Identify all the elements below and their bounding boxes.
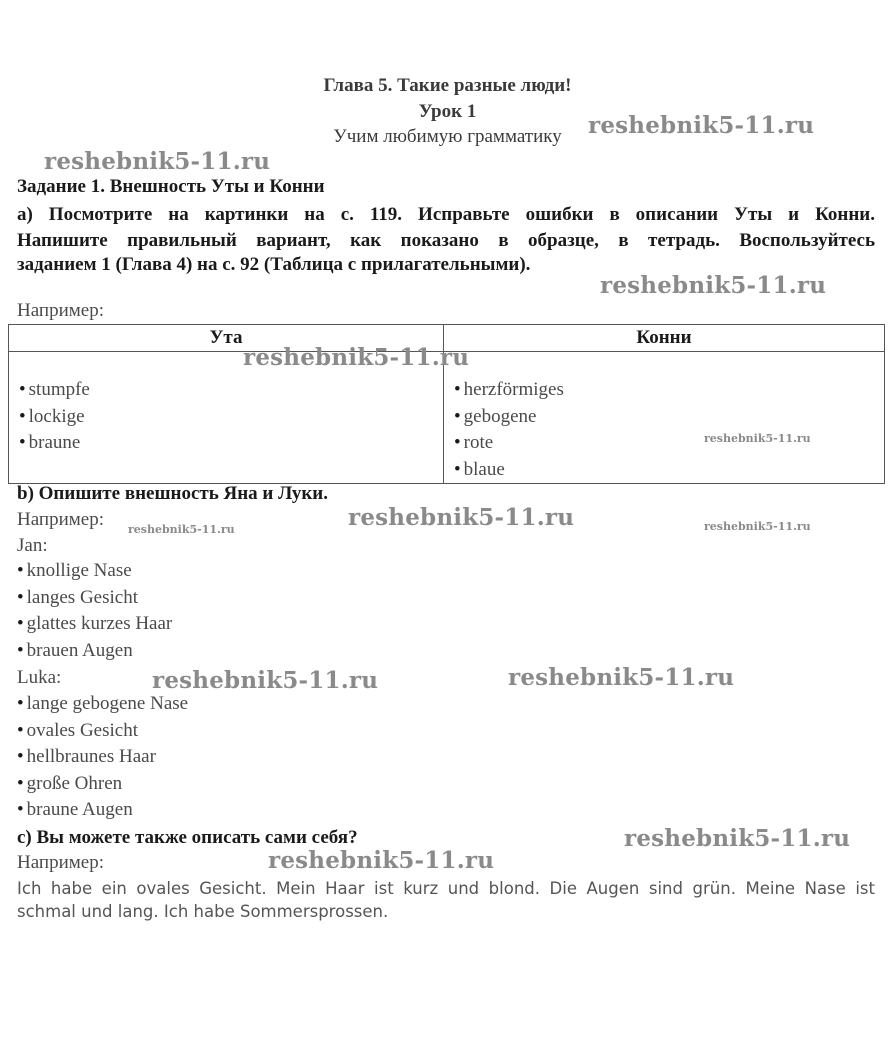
watermark: reshebnik5-11.ru (268, 847, 495, 874)
example-label-b: Например: (17, 509, 104, 530)
bullet-icon: • (17, 719, 24, 741)
watermark: reshebnik5-11.ru (600, 272, 827, 299)
bullet-icon: • (19, 432, 26, 453)
task-a-line2: Напишите правильный вариант, как показано в образце, в тетрадь. Воспользуйтесь (17, 230, 875, 251)
watermark: reshebnik5-11.ru (128, 523, 235, 536)
jan-list (17, 558, 172, 664)
bullet-icon: • (19, 405, 26, 427)
watermark: reshebnik5-11.ru (704, 520, 811, 533)
watermark: reshebnik5-11.ru (704, 432, 811, 445)
lesson-subtitle: Учим любимую грамматику (333, 126, 562, 147)
list-item: • blaue (454, 458, 505, 480)
list-item: • lange gebogene Nase (17, 693, 189, 714)
list-item: • stumpfe (19, 379, 90, 400)
watermark: reshebnik5-11.ru (44, 148, 271, 175)
bullet-icon: • (454, 379, 461, 400)
bullet-icon: • (454, 458, 461, 480)
list-item: • ovales Gesicht (17, 719, 138, 741)
list-item: • rote (454, 432, 494, 453)
watermark: reshebnik5-11.ru (508, 664, 735, 691)
watermark: reshebnik5-11.ru (348, 504, 575, 531)
bullet-icon: • (19, 379, 26, 400)
watermark: reshebnik5-11.ru (243, 344, 470, 371)
list-item: • brauen Augen (17, 639, 133, 661)
example-label-a: Например: (17, 300, 104, 321)
bullet-icon: • (17, 799, 24, 821)
table-col-uta (9, 352, 444, 484)
luka-label: Luka: (17, 667, 62, 688)
bullet-icon: • (17, 560, 24, 581)
task-c-line1: Ich habe ein ovales Gesicht. Mein Haar ist kurz und blond. Die Augen sind grün. Meine Nase ist (17, 879, 875, 898)
task-a-line3: заданием 1 (Глава 4) на с. 92 (Таблица с прилагательными). (17, 254, 531, 275)
lesson-title: Урок 1 (418, 101, 477, 122)
table-col-konni (444, 352, 885, 484)
list-item: • große Ohren (17, 772, 123, 794)
list-item: • glattes kurzes Haar (17, 613, 173, 635)
list-item: • braune (19, 432, 81, 453)
bullet-icon: • (17, 772, 24, 794)
jan-label: Jan: (17, 535, 48, 556)
watermark: reshebnik5-11.ru (588, 112, 815, 139)
list-item: • braune Augen (17, 799, 133, 821)
task-a-line1: а) Посмотрите на картинки на с. 119. Исправьте ошибки в описании Уты и Конни. (17, 204, 875, 225)
list-item: • gebogene (454, 405, 537, 427)
bullet-icon: • (17, 613, 24, 635)
task-b-title: b) Опишите внешность Яна и Луки. (17, 483, 328, 504)
luka-list (17, 691, 188, 824)
watermark: reshebnik5-11.ru (152, 667, 379, 694)
bullet-icon: • (17, 639, 24, 661)
table-header-konni: Конни (444, 325, 885, 352)
task-c-title: c) Вы можете также описать сами себя? (17, 827, 358, 848)
list-item: • langes Gesicht (17, 586, 138, 608)
task-c-line2: schmal und lang. Ich habe Sommersprossen. (17, 902, 389, 921)
bullet-icon: • (454, 405, 461, 427)
bullet-icon: • (17, 586, 24, 608)
example-label-c: Например: (17, 852, 104, 873)
list-item: • knollige Nase (17, 560, 132, 581)
bullet-icon: • (454, 432, 461, 453)
list-item: • lockige (19, 405, 85, 427)
list-item: • herzförmiges (454, 379, 564, 400)
task-title: Задание 1. Внешность Уты и Конни (17, 176, 325, 197)
list-item: • hellbraunes Haar (17, 746, 156, 768)
chapter-title: Глава 5. Такие разные люди! (323, 75, 572, 96)
bullet-icon: • (17, 693, 24, 714)
bullet-icon: • (17, 746, 24, 768)
table-header-uta: Ута (9, 325, 444, 352)
watermark: reshebnik5-11.ru (624, 825, 851, 852)
